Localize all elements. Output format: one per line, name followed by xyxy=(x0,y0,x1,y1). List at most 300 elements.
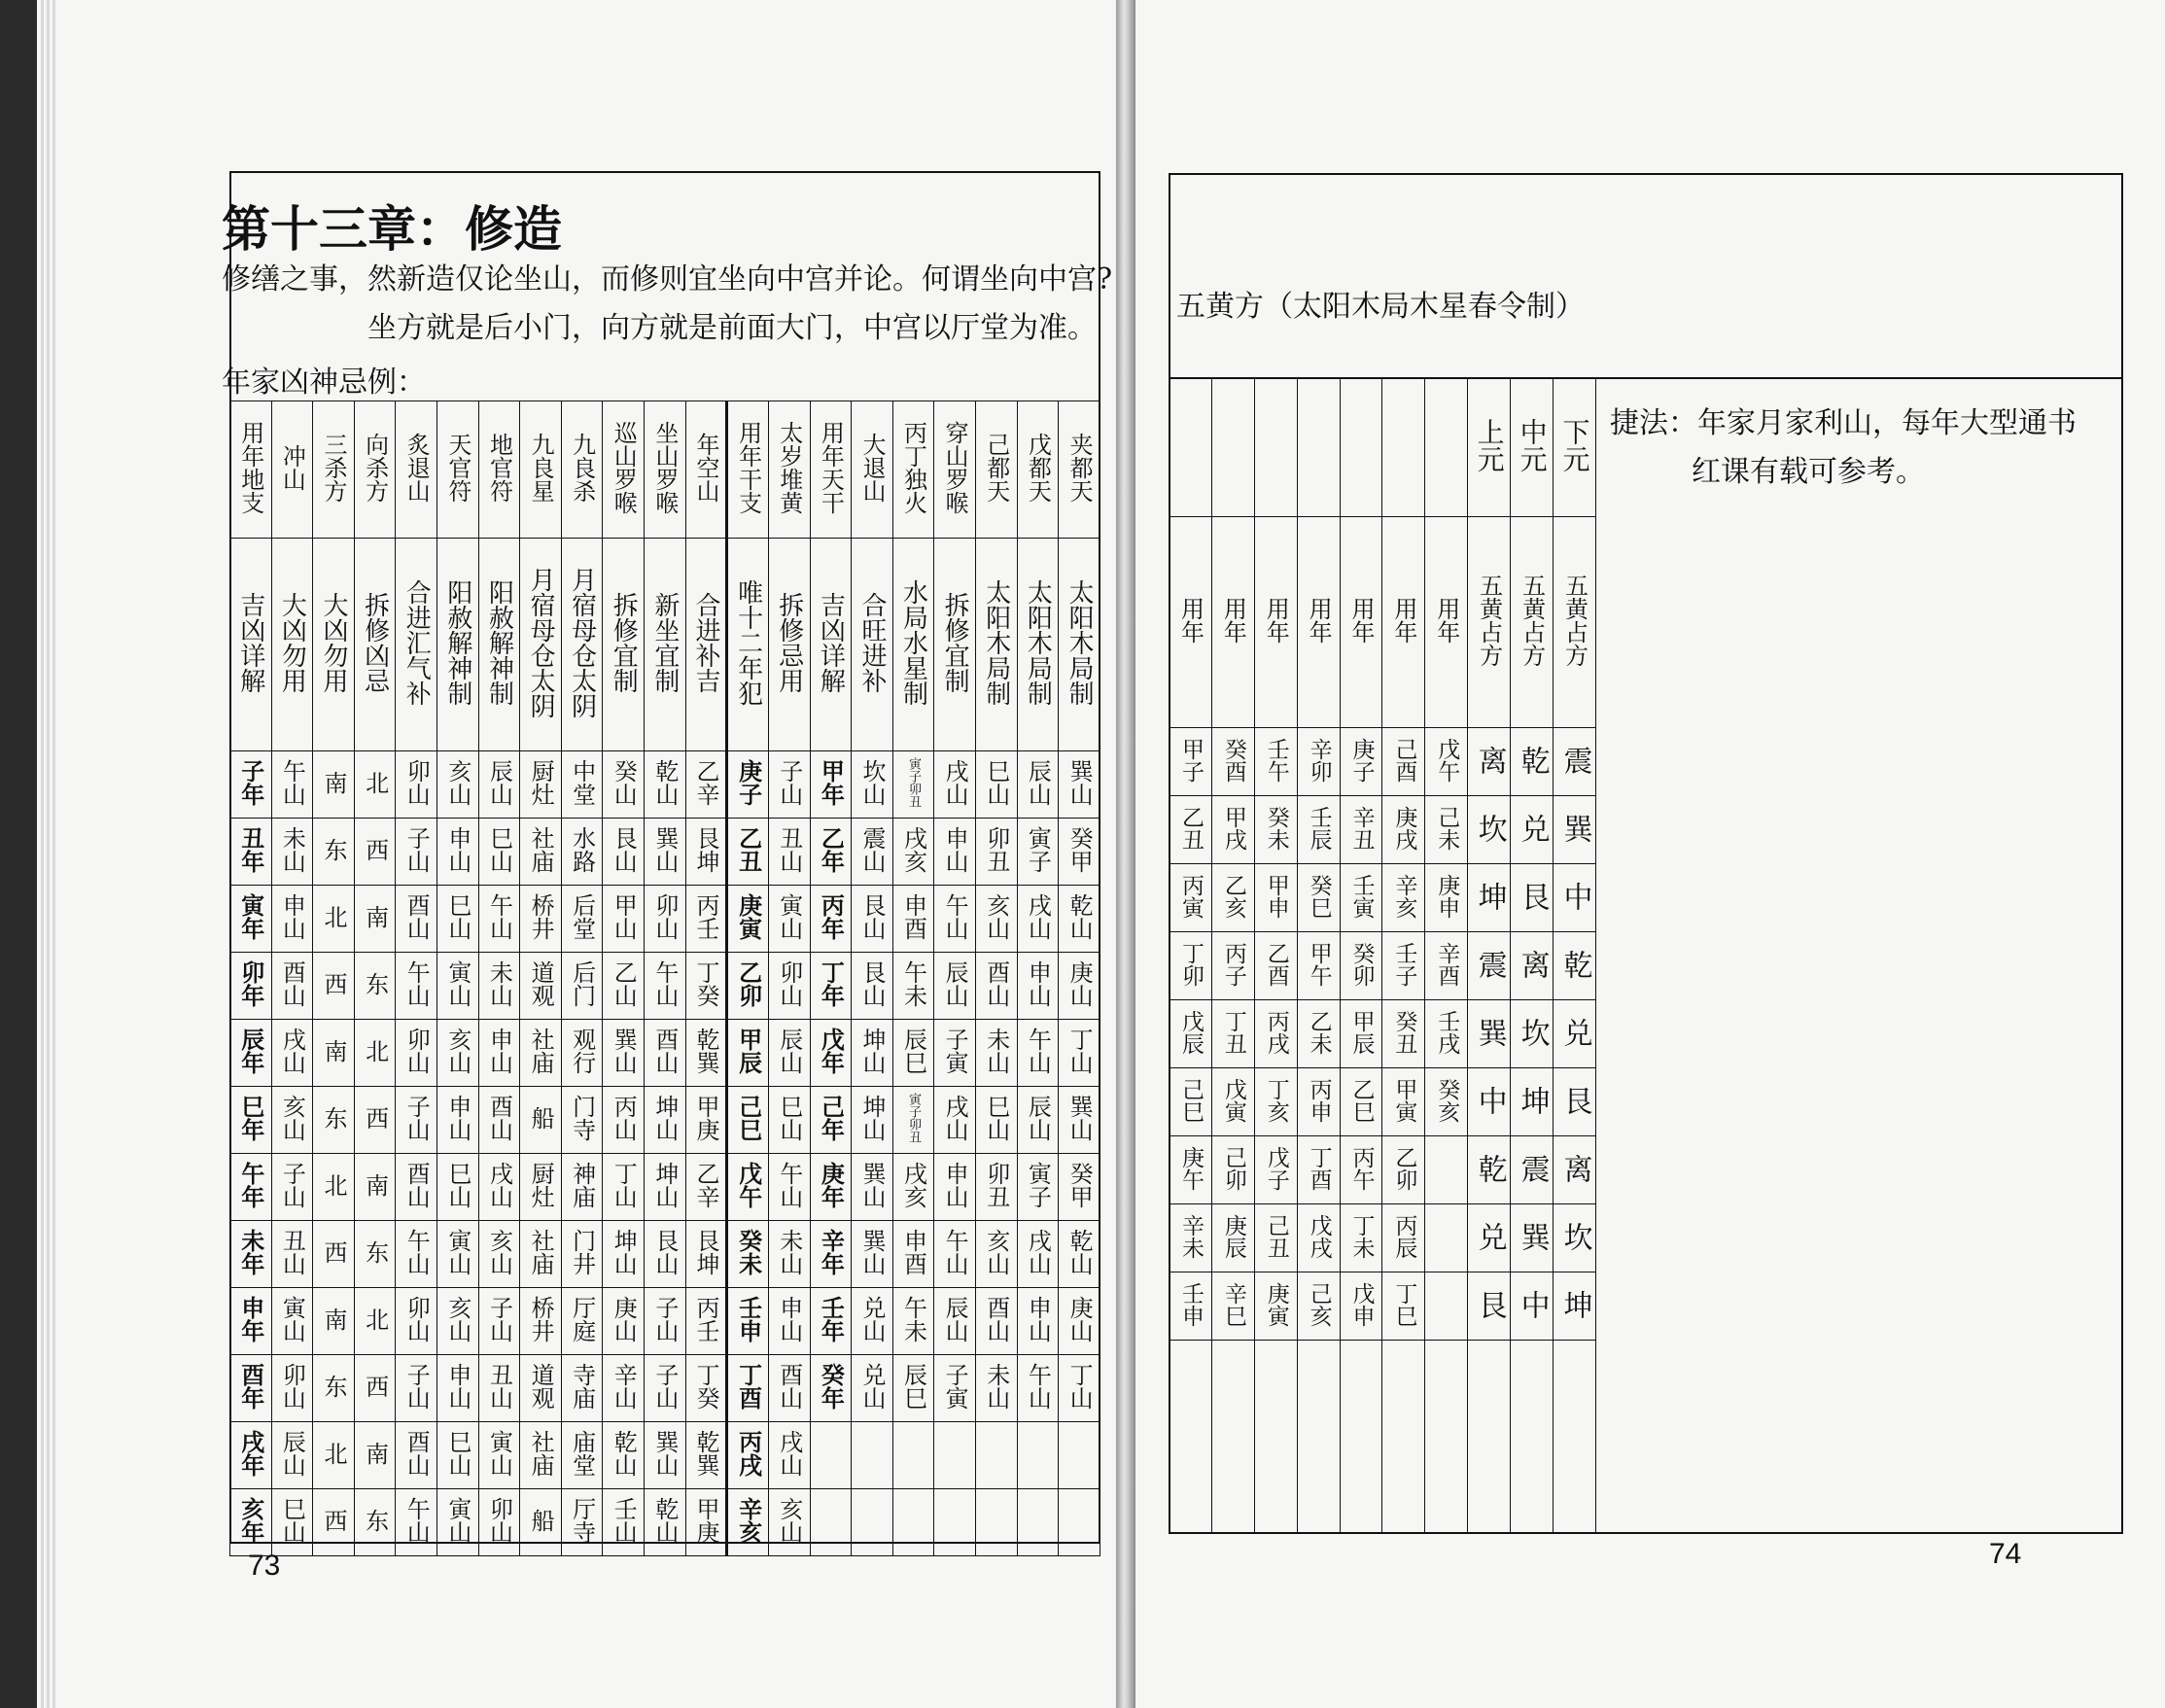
table-cell: 巽山 xyxy=(1065,1095,1094,1141)
year-cell: 己未 xyxy=(1434,805,1460,851)
table-cell: 丙壬 xyxy=(692,893,719,940)
year-cell-cell xyxy=(1382,1272,1425,1341)
year-cell: 乙卯 xyxy=(1391,1145,1417,1191)
table-cell-cell xyxy=(520,1154,562,1221)
table-cell-cell xyxy=(1059,1422,1100,1489)
table-cell: 癸甲 xyxy=(1065,826,1094,873)
table-cell: 卯山 xyxy=(278,1363,306,1410)
table-cell: 卯山 xyxy=(402,1296,431,1342)
year-header: 用年 xyxy=(1305,597,1333,644)
table-cell-cell xyxy=(437,953,479,1020)
year-cell: 乙酉 xyxy=(1263,941,1289,987)
table-cell-cell xyxy=(645,1020,686,1087)
empty-cell xyxy=(1554,1341,1596,1534)
table-cell-cell xyxy=(810,1422,852,1489)
table-cell-cell xyxy=(313,1221,355,1288)
table-cell: 辰山 xyxy=(278,1430,306,1477)
year-cell-cell xyxy=(1297,728,1340,796)
table-cell: 丁年 xyxy=(817,960,845,1007)
year-cell-cell xyxy=(1382,1000,1425,1068)
page-number-left: 73 xyxy=(248,1550,281,1582)
table-cell-cell xyxy=(437,1087,479,1154)
column-header: 太岁堆黄 xyxy=(775,421,803,514)
column-remark-cell xyxy=(1059,539,1100,751)
table-cell: 酉山 xyxy=(402,1162,431,1208)
table-cell-cell xyxy=(727,1288,769,1355)
table-cell: 午山 xyxy=(402,1229,431,1275)
table-cell: 甲庚 xyxy=(692,1095,719,1141)
table-cell-cell xyxy=(685,1221,727,1288)
table-cell: 南 xyxy=(320,1039,348,1063)
table-cell: 艮山 xyxy=(650,1229,679,1275)
empty-header-cell xyxy=(1382,378,1425,517)
table-cell: 戌山 xyxy=(1024,893,1052,940)
table-cell-cell xyxy=(1059,1154,1100,1221)
table-cell: 巽山 xyxy=(1065,759,1094,806)
year-header: 用年 xyxy=(1219,597,1247,644)
table-cell-cell xyxy=(561,1087,603,1154)
year-header-cell xyxy=(1170,517,1212,728)
year-cell: 丙戌 xyxy=(1263,1009,1289,1055)
year-cell: 甲午 xyxy=(1306,941,1332,987)
year-cell: 戊子 xyxy=(1263,1145,1289,1191)
direction-cell-cell xyxy=(1554,728,1596,796)
table-cell-cell xyxy=(934,819,976,886)
year-cell-cell xyxy=(1211,864,1254,932)
year-cell: 壬申 xyxy=(1177,1281,1204,1327)
column-remark-cell xyxy=(313,539,355,751)
table-cell-cell xyxy=(561,751,603,819)
table-cell-cell xyxy=(561,1221,603,1288)
table-cell: 庚年 xyxy=(817,1162,845,1208)
year-cell-cell xyxy=(1297,1272,1340,1341)
column-header: 炙退山 xyxy=(402,433,431,503)
table-cell-cell xyxy=(561,1288,603,1355)
table-cell: 西 xyxy=(361,1106,389,1130)
year-cell-cell xyxy=(1297,864,1340,932)
column-remark: 太阳木局制 xyxy=(1023,579,1053,706)
table-cell: 辰山 xyxy=(485,759,513,806)
year-header: 用年 xyxy=(1389,597,1417,644)
taboo-table xyxy=(229,401,1100,1556)
table-cell-cell xyxy=(271,819,313,886)
column-header-cell xyxy=(645,401,686,539)
table-cell: 申酉 xyxy=(899,893,927,940)
table-cell-cell xyxy=(230,751,272,819)
table-cell: 未山 xyxy=(485,960,513,1007)
table-cell: 丙山 xyxy=(610,1095,638,1141)
year-cell-cell xyxy=(1425,1136,1468,1204)
column-header-cell xyxy=(313,401,355,539)
table-cell: 亥山 xyxy=(982,1229,1010,1275)
table-cell-cell xyxy=(934,886,976,953)
table-cell-cell xyxy=(603,1154,645,1221)
table-cell: 午山 xyxy=(941,1229,969,1275)
table-cell-cell xyxy=(520,1087,562,1154)
column-header-cell xyxy=(271,401,313,539)
table-cell: 亥年 xyxy=(236,1497,264,1544)
table-cell-cell xyxy=(1059,1020,1100,1087)
table-cell-cell xyxy=(934,1087,976,1154)
table-cell: 西 xyxy=(320,972,348,995)
direction-cell-cell xyxy=(1554,1204,1596,1272)
year-cell-cell xyxy=(1340,932,1382,1000)
table-cell-cell xyxy=(478,751,520,819)
table-cell: 坤山 xyxy=(857,1028,886,1074)
table-cell-cell xyxy=(603,1087,645,1154)
year-cell-cell xyxy=(1170,728,1212,796)
table-cell-cell xyxy=(768,1422,810,1489)
table-cell-cell xyxy=(810,953,852,1020)
table-cell: 癸甲 xyxy=(1065,1162,1094,1208)
year-cell: 甲子 xyxy=(1177,737,1204,783)
direction-cell: 艮 xyxy=(1472,1289,1507,1319)
table-cell-cell xyxy=(852,1020,893,1087)
table-cell: 未年 xyxy=(236,1229,264,1275)
direction-cell: 中 xyxy=(1515,1289,1550,1319)
table-cell: 船 xyxy=(527,1106,555,1130)
table-cell: 子寅 xyxy=(941,1028,969,1074)
column-remark-cell xyxy=(1017,539,1059,751)
table-cell: 巽山 xyxy=(857,1162,886,1208)
table-cell: 兑山 xyxy=(857,1296,886,1342)
year-cell-cell xyxy=(1170,796,1212,864)
table-cell-cell xyxy=(727,1087,769,1154)
table-cell: 戌亥 xyxy=(899,826,927,873)
table-cell-cell xyxy=(768,751,810,819)
year-cell-cell xyxy=(1425,1272,1468,1341)
table-cell: 巳山 xyxy=(443,1162,471,1208)
table-cell: 南 xyxy=(361,905,389,928)
table-cell-cell xyxy=(478,1288,520,1355)
table-cell-cell xyxy=(313,953,355,1020)
page-stack-edge xyxy=(47,0,50,1708)
table-cell-cell xyxy=(1017,1087,1059,1154)
table-cell: 北 xyxy=(320,1442,348,1465)
column-header-cell xyxy=(603,401,645,539)
table-cell-cell xyxy=(313,1288,355,1355)
table-cell-cell xyxy=(396,1154,437,1221)
column-remark-cell xyxy=(478,539,520,751)
column-header: 用年干支 xyxy=(734,421,762,514)
empty-cell xyxy=(1170,1341,1212,1534)
table-cell: 申山 xyxy=(443,1095,471,1141)
year-cell: 丁未 xyxy=(1348,1213,1375,1259)
table-cell: 申山 xyxy=(443,1363,471,1410)
table-cell: 东 xyxy=(361,1509,389,1532)
table-cell: 午山 xyxy=(650,960,679,1007)
table-cell: 辰山 xyxy=(775,1028,803,1074)
direction-cell-cell xyxy=(1511,1204,1554,1272)
table-cell-cell xyxy=(1017,1288,1059,1355)
table-cell-cell xyxy=(313,1489,355,1556)
table-cell: 午山 xyxy=(278,759,306,806)
table-cell-cell xyxy=(934,1020,976,1087)
table-cell: 巳山 xyxy=(443,893,471,940)
direction-cell: 乾 xyxy=(1472,1153,1507,1183)
year-cell-cell xyxy=(1425,864,1468,932)
direction-cell: 坤 xyxy=(1515,1085,1550,1115)
table-cell-cell xyxy=(561,953,603,1020)
table-cell: 西 xyxy=(320,1240,348,1264)
table-cell: 坤山 xyxy=(650,1095,679,1141)
direction-cell-cell xyxy=(1511,1068,1554,1136)
table-cell-cell xyxy=(727,953,769,1020)
table-cell-cell xyxy=(396,1288,437,1355)
direction-cell: 离 xyxy=(1557,1153,1592,1183)
table-cell: 艮山 xyxy=(610,826,638,873)
table-cell-cell xyxy=(478,819,520,886)
direction-cell-cell xyxy=(1511,1136,1554,1204)
table-cell: 北 xyxy=(320,905,348,928)
table-cell-cell xyxy=(975,1288,1017,1355)
table-cell-cell xyxy=(645,1288,686,1355)
table-cell-cell xyxy=(230,1355,272,1422)
table-cell-cell xyxy=(892,1422,934,1489)
table-cell: 未山 xyxy=(278,826,306,873)
year-cell-cell xyxy=(1211,728,1254,796)
table-cell-cell xyxy=(852,1288,893,1355)
column-remark: 唯十二年犯 xyxy=(733,579,763,706)
table-cell: 道观 xyxy=(527,1363,555,1410)
year-cell-cell xyxy=(1211,1204,1254,1272)
table-cell-cell xyxy=(768,1489,810,1556)
table-cell: 戌山 xyxy=(775,1430,803,1477)
table-cell: 坎山 xyxy=(857,759,886,806)
empty-header-cell xyxy=(1340,378,1382,517)
table-cell: 子山 xyxy=(650,1296,679,1342)
table-cell-cell xyxy=(437,1020,479,1087)
table-caption: 年家凶神忌例： xyxy=(222,366,426,400)
year-cell-cell xyxy=(1297,1068,1340,1136)
table-cell-cell xyxy=(727,1221,769,1288)
table-cell-cell xyxy=(685,1087,727,1154)
table-cell: 申酉 xyxy=(899,1229,927,1275)
year-cell: 丙申 xyxy=(1306,1077,1332,1123)
table-cell-cell xyxy=(810,1355,852,1422)
table-cell: 寺庙 xyxy=(568,1363,596,1410)
table-cell: 丙年 xyxy=(817,893,845,940)
empty-header-cell xyxy=(1425,378,1468,517)
table-cell-cell xyxy=(354,886,396,953)
year-cell-cell xyxy=(1254,1204,1297,1272)
table-cell-cell xyxy=(852,886,893,953)
year-cell-cell xyxy=(1382,864,1425,932)
table-cell: 桥井 xyxy=(527,893,555,940)
table-cell: 己巳 xyxy=(734,1095,762,1141)
table-cell-cell xyxy=(934,953,976,1020)
table-cell-cell xyxy=(768,1355,810,1422)
table-cell: 社庙 xyxy=(527,1430,555,1477)
table-cell: 甲山 xyxy=(610,893,638,940)
table-cell: 丑山 xyxy=(775,826,803,873)
year-cell: 庚戌 xyxy=(1391,805,1417,851)
column-header: 大退山 xyxy=(857,433,886,503)
table-cell: 艮坤 xyxy=(692,826,719,873)
book-gutter xyxy=(1116,0,1135,1708)
table-cell: 丑年 xyxy=(236,826,264,873)
column-remark: 拆修忌用 xyxy=(774,592,804,693)
table-cell-cell xyxy=(1017,1355,1059,1422)
table-cell-cell xyxy=(810,886,852,953)
table-cell-cell xyxy=(313,1020,355,1087)
table-cell: 乙辛 xyxy=(692,1162,719,1208)
year-header: 用年 xyxy=(1176,597,1205,644)
table-cell: 丁山 xyxy=(610,1162,638,1208)
year-cell-cell xyxy=(1170,1000,1212,1068)
table-cell: 子山 xyxy=(278,1162,306,1208)
table-cell-cell xyxy=(313,1422,355,1489)
table-cell: 中堂 xyxy=(568,759,596,806)
year-cell-cell xyxy=(1254,932,1297,1000)
empty-header-cell xyxy=(1297,378,1340,517)
table-cell: 卯丑 xyxy=(982,826,1010,873)
year-cell-cell xyxy=(1211,796,1254,864)
table-cell-cell xyxy=(313,1355,355,1422)
table-cell: 未山 xyxy=(775,1229,803,1275)
year-cell: 辛巳 xyxy=(1220,1281,1246,1327)
table-cell-cell xyxy=(354,751,396,819)
direction-cell-cell xyxy=(1511,796,1554,864)
table-cell: 寅山 xyxy=(443,1497,471,1544)
table-cell: 丑山 xyxy=(278,1229,306,1275)
year-cell-cell xyxy=(1340,796,1382,864)
year-cell: 戊午 xyxy=(1434,737,1460,783)
page-number-right: 74 xyxy=(1989,1538,2022,1570)
table-cell-cell xyxy=(271,1221,313,1288)
table-cell-cell xyxy=(561,1422,603,1489)
table-cell-cell xyxy=(934,1221,976,1288)
table-cell: 戌亥 xyxy=(899,1162,927,1208)
table-cell: 戌山 xyxy=(485,1162,513,1208)
table-cell-cell xyxy=(230,886,272,953)
table-cell-cell xyxy=(396,1221,437,1288)
column-header: 坐山罗喉 xyxy=(650,421,679,514)
table-cell-cell xyxy=(768,819,810,886)
table-cell: 癸年 xyxy=(817,1363,845,1410)
table-cell: 戌山 xyxy=(1024,1229,1052,1275)
direction-cell-cell xyxy=(1468,1272,1511,1341)
table-cell: 东 xyxy=(320,838,348,861)
table-cell: 午山 xyxy=(941,893,969,940)
direction-cell: 坤 xyxy=(1472,881,1507,911)
table-cell: 丁山 xyxy=(1065,1028,1094,1074)
table-cell-cell xyxy=(1017,886,1059,953)
year-cell-cell xyxy=(1425,796,1468,864)
direction-cell: 坎 xyxy=(1515,1017,1550,1047)
table-cell-cell xyxy=(271,1154,313,1221)
table-cell: 乙丑 xyxy=(734,826,762,873)
table-cell-cell xyxy=(1059,751,1100,819)
year-cell: 壬辰 xyxy=(1306,805,1332,851)
table-cell-cell xyxy=(768,1288,810,1355)
empty-header-cell xyxy=(1211,378,1254,517)
table-cell-cell xyxy=(892,1087,934,1154)
table-cell: 门井 xyxy=(568,1229,596,1275)
chapter-title: 第十三章：修造 xyxy=(222,201,562,258)
direction-cell: 巽 xyxy=(1472,1017,1507,1047)
table-cell: 北 xyxy=(320,1173,348,1197)
table-cell-cell xyxy=(271,1288,313,1355)
yuan-subheader-cell xyxy=(1511,517,1554,728)
table-cell-cell xyxy=(354,1087,396,1154)
table-cell-cell xyxy=(230,1288,272,1355)
table-cell-cell xyxy=(396,1489,437,1556)
table-cell-cell xyxy=(852,1355,893,1422)
table-cell: 亥山 xyxy=(982,893,1010,940)
year-cell: 乙未 xyxy=(1306,1009,1332,1055)
table-cell: 寅山 xyxy=(443,1229,471,1275)
table-cell-cell xyxy=(230,1154,272,1221)
yuan-subheader-cell xyxy=(1554,517,1596,728)
table-cell: 酉年 xyxy=(236,1363,264,1410)
table-cell-cell xyxy=(437,819,479,886)
column-remark: 拆修宜制 xyxy=(940,592,970,693)
table-cell-cell xyxy=(271,1355,313,1422)
table-cell: 申山 xyxy=(443,826,471,873)
direction-cell: 中 xyxy=(1557,881,1592,911)
direction-cell-cell xyxy=(1468,796,1511,864)
table-cell: 后门 xyxy=(568,960,596,1007)
table-cell: 卯山 xyxy=(485,1497,513,1544)
year-cell-cell xyxy=(1211,1000,1254,1068)
table-cell-cell xyxy=(520,1355,562,1422)
direction-cell-cell xyxy=(1511,728,1554,796)
year-cell-cell xyxy=(1254,1272,1297,1341)
column-header-cell xyxy=(852,401,893,539)
table-cell: 丙壬 xyxy=(692,1296,719,1342)
shortcut-note-line-2: 红课有载可参考。 xyxy=(1692,455,1925,489)
column-remark: 吉凶详解 xyxy=(816,592,846,693)
table-cell: 卯丑 xyxy=(982,1162,1010,1208)
table-cell-cell xyxy=(271,1489,313,1556)
table-cell-cell xyxy=(271,1020,313,1087)
table-cell-cell xyxy=(478,1087,520,1154)
table-cell: 癸未 xyxy=(734,1229,762,1275)
table-cell-cell xyxy=(478,1154,520,1221)
table-cell: 船 xyxy=(527,1509,555,1532)
table-cell-cell xyxy=(685,953,727,1020)
table-cell: 戌年 xyxy=(236,1430,264,1477)
table-cell: 亥山 xyxy=(775,1497,803,1544)
table-cell-cell xyxy=(478,1221,520,1288)
table-cell-cell xyxy=(396,751,437,819)
column-header-cell xyxy=(396,401,437,539)
table-cell: 酉山 xyxy=(402,1430,431,1477)
table-cell: 乾巽 xyxy=(692,1430,719,1477)
right-box-title: 五黄方（太阳木局木星春令制） xyxy=(1176,290,1585,324)
table-cell-cell xyxy=(934,1288,976,1355)
year-cell-cell xyxy=(1254,864,1297,932)
year-cell-cell xyxy=(1211,932,1254,1000)
year-cell: 乙亥 xyxy=(1220,873,1246,919)
table-cell: 辰山 xyxy=(1024,1095,1052,1141)
year-cell: 丁丑 xyxy=(1220,1009,1246,1055)
table-cell: 戊年 xyxy=(817,1028,845,1074)
table-cell: 庙堂 xyxy=(568,1430,596,1477)
table-cell-cell xyxy=(892,1154,934,1221)
table-cell-cell xyxy=(934,1422,976,1489)
table-cell-cell xyxy=(520,819,562,886)
year-cell-cell xyxy=(1425,1000,1468,1068)
column-header-cell xyxy=(1059,401,1100,539)
direction-cell-cell xyxy=(1468,1136,1511,1204)
table-cell-cell xyxy=(437,751,479,819)
year-cell: 辛未 xyxy=(1177,1213,1204,1259)
table-cell: 社庙 xyxy=(527,1028,555,1074)
table-cell: 亥山 xyxy=(485,1229,513,1275)
table-cell-cell xyxy=(768,1154,810,1221)
